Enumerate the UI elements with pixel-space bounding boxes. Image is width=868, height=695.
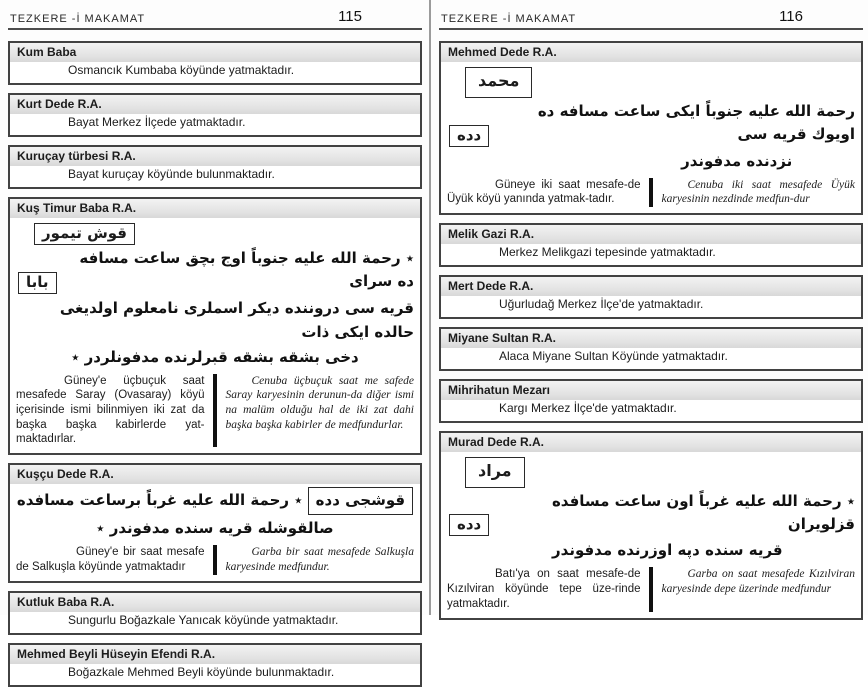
entry-kum-baba bbox=[8, 41, 422, 85]
ottoman-text-row bbox=[447, 100, 855, 147]
entry-content bbox=[10, 218, 420, 453]
translation-columns bbox=[16, 545, 414, 574]
entry-title: Kutluk Baba R.A. bbox=[10, 593, 420, 612]
entry-melik-gazi bbox=[439, 223, 863, 267]
entry-title: Kuruçay türbesi R.A. bbox=[10, 147, 420, 166]
transliteration-text: Garba on saat mesafede Kızılviran karyesinde depe üzerinde medfundur bbox=[661, 568, 855, 596]
entry-title: Murad Dede R.A. bbox=[441, 433, 861, 452]
entry-mihrihatun bbox=[439, 379, 863, 423]
ottoman-text-row bbox=[16, 247, 414, 294]
entry-title: Mehmed Dede R.A. bbox=[441, 43, 861, 62]
page-number: 116 bbox=[779, 8, 803, 25]
modern-turkish-text: Batı'ya on saat mesafe-de Kızılviran köyünde tepe üze-rinde yatmaktadır. bbox=[447, 568, 641, 610]
ottoman-line: نزدنده مدفوندر bbox=[681, 151, 793, 170]
translation-columns bbox=[447, 178, 855, 207]
entry-mert-dede bbox=[439, 275, 863, 319]
entry-body: Sungurlu Boğazkale Yanıcak köyünde yatmaktadır. bbox=[68, 612, 339, 627]
modern-turkish-text: Güneye iki saat mesafe-de Üyük köyü yanında yatmak-tadır. bbox=[447, 178, 641, 206]
ottoman-line: ٭ رحمة الله عليه غرباً برساعت مسافده bbox=[16, 491, 303, 510]
column-divider-bar bbox=[649, 567, 653, 611]
ottoman-word-box: بابا bbox=[18, 272, 57, 294]
column-divider-bar bbox=[649, 178, 653, 207]
ottoman-word-box: دده bbox=[449, 125, 489, 147]
ottoman-line: دخى بشقه بشقه قبرلرنده مدفونلردر ٭ bbox=[71, 347, 359, 366]
ottoman-name-row bbox=[465, 67, 855, 98]
column-divider-bar bbox=[213, 374, 217, 448]
entry-kus-timur-baba bbox=[8, 197, 422, 455]
entry-miyane-sultan bbox=[439, 327, 863, 371]
entry-body: Alaca Miyane Sultan Köyünde yatmaktadır. bbox=[499, 348, 728, 363]
entry-title: Kum Baba bbox=[10, 43, 420, 62]
ottoman-line: قريه سنده دپه اوزرنده مدفوندر bbox=[552, 541, 783, 560]
entry-title: Melik Gazi R.A. bbox=[441, 225, 861, 244]
entry-mehmed-dede bbox=[439, 41, 863, 215]
entry-kutluk-baba bbox=[8, 591, 422, 635]
entry-mehmed-beyli bbox=[8, 643, 422, 687]
ottoman-name-box: مراد bbox=[465, 457, 525, 488]
ottoman-word-box: دده bbox=[449, 514, 489, 536]
transliteration-text: Garba bir saat mesafede Salkuşla karyesinde medfundur. bbox=[225, 546, 414, 573]
transliteration-text: Cenuba üçbuçuk saat me safede Saray karyesinin derunun-da diğer ismi na malüm olduğu hal de iki zat dahi başka başka kabirler de medfundurlar. bbox=[225, 374, 414, 431]
page-header-title: TEZKERE -İ MAKAMAT bbox=[441, 13, 577, 25]
entry-title: Kuş Timur Baba R.A. bbox=[10, 199, 420, 218]
ottoman-word-box: قوشجى دده bbox=[308, 487, 413, 515]
entry-body: Osmancık Kumbaba köyünde yatmaktadır. bbox=[68, 63, 295, 77]
entry-body: Bayat Merkez İlçede yatmaktadır. bbox=[68, 115, 246, 129]
ottoman-name-row bbox=[465, 457, 855, 488]
entry-body: Uğurludağ Merkez İlçe'de yatmaktadır. bbox=[499, 296, 704, 311]
page-number: 115 bbox=[338, 8, 362, 25]
ottoman-line: رحمة الله عليه جنوباً ايكى ساعت مسافه ده اويوك قريه سى bbox=[537, 102, 855, 144]
page-header bbox=[439, 0, 863, 30]
ottoman-line: صالقوشله قريه سنده مدفوندر ٭ bbox=[96, 519, 334, 538]
ottoman-text-row bbox=[16, 487, 414, 515]
translation-columns bbox=[16, 374, 414, 448]
page-divider-line bbox=[429, 0, 431, 615]
entry-title: Mehmed Beyli Hüseyin Efendi R.A. bbox=[10, 645, 420, 664]
entry-body: Merkez Melikgazi tepesinde yatmaktadır. bbox=[499, 244, 716, 259]
entry-body: Bayat kuruçay köyünde bulunmaktadır. bbox=[68, 167, 275, 181]
entry-content bbox=[441, 452, 861, 618]
ottoman-line: ٭ رحمة الله عليه جنوباً اوج بچق ساعت مسافه ده سراى bbox=[79, 249, 414, 291]
transliteration-text: Cenuba iki saat mesafede Üyük karyesinin nezdinde medfun-dur bbox=[661, 178, 855, 206]
entry-content bbox=[10, 484, 420, 580]
translation-columns bbox=[447, 567, 855, 611]
entry-kurucay-turbesi bbox=[8, 145, 422, 189]
page-header bbox=[8, 0, 422, 30]
entry-kuscu-dede bbox=[8, 463, 422, 582]
entry-kurt-dede bbox=[8, 93, 422, 137]
page-header-title: TEZKERE -İ MAKAMAT bbox=[10, 13, 146, 25]
page-115 bbox=[8, 0, 422, 695]
entry-body: Boğazkale Mehmed Beyli köyünde bulunmaktadır. bbox=[68, 664, 335, 679]
entry-body: Kargı Merkez İlçe'de yatmaktadır. bbox=[499, 400, 677, 415]
page-116 bbox=[439, 0, 863, 628]
ottoman-line: ٭ رحمة الله عليه غرباً اون ساعت مسافده قزلويران bbox=[551, 491, 855, 534]
modern-turkish-text: Güney'e üçbuçuk saat mesafede Saray (Ovasaray) köyü içerisinde ismi bilinmiyen iki zat da başka başka kabirlerde yat-maktadırlar. bbox=[16, 374, 205, 446]
entry-title: Miyane Sultan R.A. bbox=[441, 329, 861, 348]
ottoman-name-box: محمد bbox=[465, 67, 532, 98]
entry-content bbox=[441, 62, 861, 213]
modern-turkish-text: Güney'e bir saat mesafe de Salkuşla köyünde yatmaktadır bbox=[16, 546, 205, 573]
ottoman-text-row bbox=[447, 490, 855, 537]
entry-title: Mihrihatun Mezarı bbox=[441, 381, 861, 400]
ottoman-name-box: قوش تيمور bbox=[34, 223, 135, 245]
entry-title: Kuşçu Dede R.A. bbox=[10, 465, 420, 484]
ottoman-line: قريه سى دروننده ديكر اسملرى نامعلوم اولديغى حالده ايكى ذات bbox=[59, 298, 414, 341]
entry-title: Kurt Dede R.A. bbox=[10, 95, 420, 114]
ottoman-name-row bbox=[34, 223, 414, 245]
column-divider-bar bbox=[213, 545, 217, 574]
entry-murad-dede bbox=[439, 431, 863, 620]
entry-title: Mert Dede R.A. bbox=[441, 277, 861, 296]
